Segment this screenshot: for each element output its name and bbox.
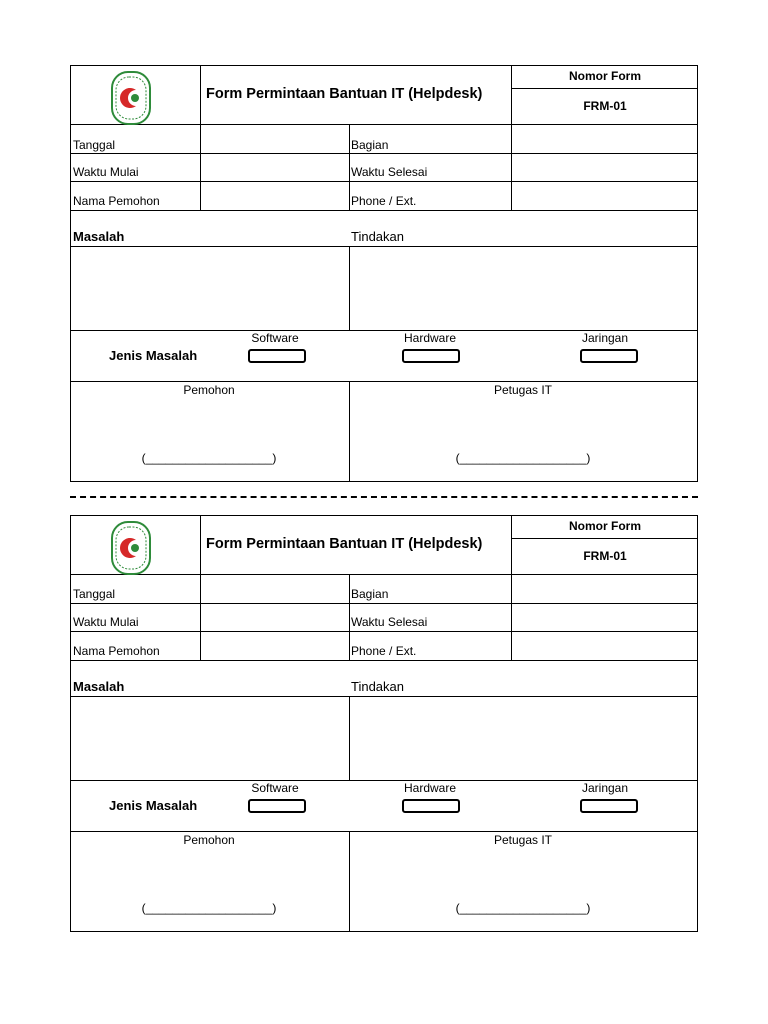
tindakan-label: Tindakan <box>351 679 404 694</box>
software-label: Software <box>251 331 299 345</box>
jenis-masalah-label: Jenis Masalah <box>109 798 198 813</box>
waktu-mulai-label: Waktu Mulai <box>73 165 139 179</box>
nomor-form-label: Nomor Form <box>569 69 641 83</box>
nama-pemohon-label: Nama Pemohon <box>73 194 160 208</box>
pemohon-signature-line: (___________________) <box>141 451 277 465</box>
helpdesk-form-1 <box>70 65 698 482</box>
grid-line <box>71 603 698 604</box>
grid-line <box>71 210 698 211</box>
grid-line <box>71 153 698 154</box>
hospital-logo-icon <box>109 519 153 577</box>
phone-ext-label: Phone / Ext. <box>351 194 417 208</box>
nama-pemohon-label: Nama Pemohon <box>73 644 160 658</box>
phone-ext-label: Phone / Ext. <box>351 644 417 658</box>
grid-line <box>511 516 512 660</box>
jaringan-checkbox[interactable] <box>580 799 638 813</box>
hardware-checkbox[interactable] <box>402 349 460 363</box>
grid-line <box>349 696 350 780</box>
waktu-selesai-label: Waktu Selesai <box>351 615 428 629</box>
grid-line <box>200 516 201 660</box>
jaringan-checkbox[interactable] <box>580 349 638 363</box>
grid-line <box>71 631 698 632</box>
grid-line <box>349 246 350 330</box>
software-checkbox[interactable] <box>248 349 306 363</box>
grid-line <box>71 381 698 382</box>
pemohon-signature-line: (___________________) <box>141 901 277 915</box>
hardware-checkbox[interactable] <box>402 799 460 813</box>
nomor-form-label: Nomor Form <box>569 519 641 533</box>
jaringan-label: Jaringan <box>581 781 629 795</box>
nomor-form-value: FRM-01 <box>583 99 627 113</box>
grid-line <box>71 124 698 125</box>
nomor-form-value: FRM-01 <box>583 549 627 563</box>
helpdesk-form-2 <box>70 515 698 932</box>
grid-line <box>349 831 350 932</box>
hardware-label: Hardware <box>403 331 457 345</box>
cut-line-divider <box>70 496 698 498</box>
grid-line <box>71 246 698 247</box>
bagian-label: Bagian <box>351 138 389 152</box>
grid-line <box>71 574 698 575</box>
pemohon-label: Pemohon <box>183 383 235 397</box>
grid-line <box>511 66 512 210</box>
petugas-signature-line: (___________________) <box>455 451 591 465</box>
tindakan-label: Tindakan <box>351 229 404 244</box>
hospital-logo-icon <box>109 69 153 127</box>
grid-line <box>349 124 350 210</box>
form-title: Form Permintaan Bantuan IT (Helpdesk) <box>206 536 483 552</box>
grid-line <box>71 831 698 832</box>
grid-line <box>349 381 350 482</box>
grid-line <box>71 181 698 182</box>
grid-line <box>511 88 698 89</box>
form-title: Form Permintaan Bantuan IT (Helpdesk) <box>206 86 483 102</box>
jenis-masalah-label: Jenis Masalah <box>109 348 198 363</box>
tanggal-label: Tanggal <box>73 138 116 152</box>
waktu-selesai-label: Waktu Selesai <box>351 165 428 179</box>
pemohon-label: Pemohon <box>183 833 235 847</box>
grid-line <box>511 538 698 539</box>
grid-line <box>71 696 698 697</box>
waktu-mulai-label: Waktu Mulai <box>73 615 139 629</box>
jaringan-label: Jaringan <box>581 331 629 345</box>
masalah-label: Masalah <box>73 229 125 244</box>
grid-line <box>349 574 350 660</box>
petugas-signature-line: (___________________) <box>455 901 591 915</box>
grid-line <box>200 66 201 210</box>
software-label: Software <box>251 781 299 795</box>
masalah-label: Masalah <box>73 679 125 694</box>
petugas-it-label: Petugas IT <box>493 833 553 847</box>
tanggal-label: Tanggal <box>73 587 116 601</box>
software-checkbox[interactable] <box>248 799 306 813</box>
petugas-it-label: Petugas IT <box>493 383 553 397</box>
bagian-label: Bagian <box>351 587 389 601</box>
hardware-label: Hardware <box>403 781 457 795</box>
grid-line <box>71 660 698 661</box>
